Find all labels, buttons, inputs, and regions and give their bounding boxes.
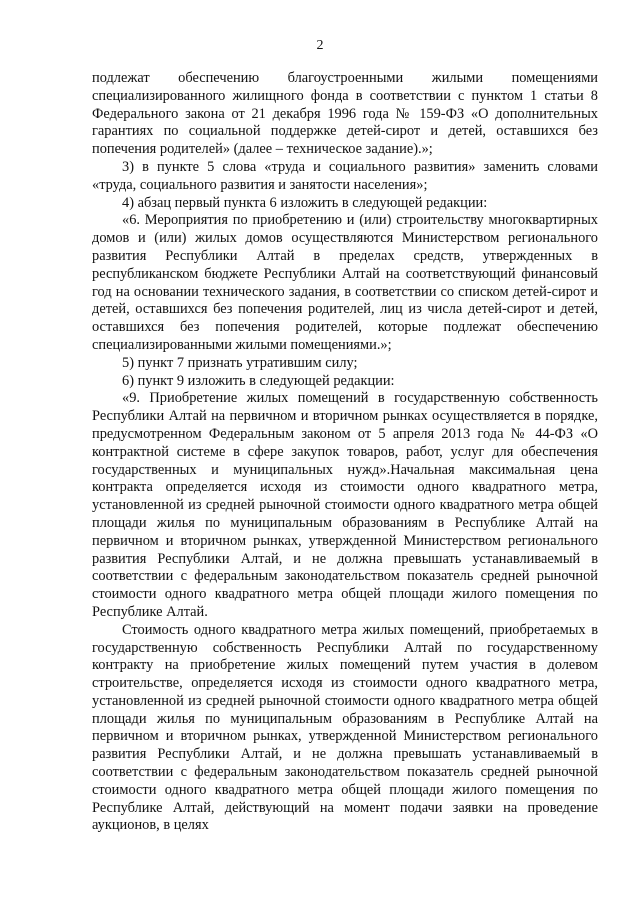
page-number: 2 bbox=[316, 38, 324, 53]
document-body bbox=[92, 70, 598, 835]
paragraph-item-5: 5) пункт 7 признать утратившим силу; bbox=[122, 354, 358, 371]
paragraph-clause-9: «9. Приобретение жилых помещений в государственную собственность Республики Алтай на первичном и вторичном рынках осуществляется в порядке, предусмотренном Федеральным законом от 5 апреля 2013 года № 44-ФЗ «О контрактной системе в сфере закупок товаров, работ, услуг для обеспечения государственных и муниципальных нужд».Начальная максимальная цена контракта определяется исходя из стоимости одного квадратного метра, установленной из средней рыночной стоимости одного квадратного метра общей площади жилья по муниципальным образованиям в Республике Алтай на первичном и вторичном рынках, утвержденной Министерством регионального развития Республики Алтай, и не должна превышать устанавливаемый в соответствии с федеральным законодательством показатель средней рыночной стоимости одного квадратного метра общей площади жилого помещения по Республике Алтай. bbox=[92, 390, 598, 620]
paragraph-item-3: 3) в пункте 5 слова «труда и социального развития» заменить словами «труда, социального развития и занятости населения»; bbox=[92, 158, 598, 193]
paragraph-cost-per-meter: Стоимость одного квадратного метра жилых помещений, приобретаемых в государственную собственность Республики Алтай по государственному контракту на приобретение жилых помещений путем участия в долевом строительстве, определяется исходя из стоимости одного квадратного метра, установленной из средней рыночной стоимости одного квадратного метра общей площади жилья по муниципальным образованиям в Республике Алтай на первичном и вторичном рынках, утвержденной Министерством регионального развития Республики Алтай, и не должна превышать устанавливаемый в соответствии с федеральным законодательством показатель средней рыночной стоимости одного квадратного метра общей площади жилого помещения по Республике Алтай, действующий на момент подачи заявки на проведение аукционов, в целях bbox=[92, 621, 598, 834]
paragraph-clause-6: «6. Мероприятия по приобретению и (или) строительству многоквартирных домов и (или) жилых домов осуществляются Министерством регионального развития Республики Алтай в пределах средств, утвержденных в республиканском бюджете Республики Алтай на соответствующий финансовый год на основании технического задания, в соответствии со списком детей-сирот и детей, оставшихся без попечения родителей, лиц из числа детей-сирот и детей, оставшихся без попечения родителей, которые подлежат обеспечению специализированными жилыми помещениями.»; bbox=[92, 212, 598, 353]
paragraph-item-6: 6) пункт 9 изложить в следующей редакции: bbox=[122, 372, 395, 389]
paragraph-continuation: подлежат обеспечению благоустроенными жилыми помещениями специализированного жилищного фонда в соответствии с пунктом 1 статьи 8 Федерального закона от 21 декабря 1996 года № 159-ФЗ «О дополнительных гарантиях по социальной поддержке детей-сирот и детей, оставшихся без попечения родителей» (далее – техническое задание).»; bbox=[92, 70, 598, 158]
paragraph-item-4: 4) абзац первый пункта 6 изложить в следующей редакции: bbox=[122, 194, 488, 211]
